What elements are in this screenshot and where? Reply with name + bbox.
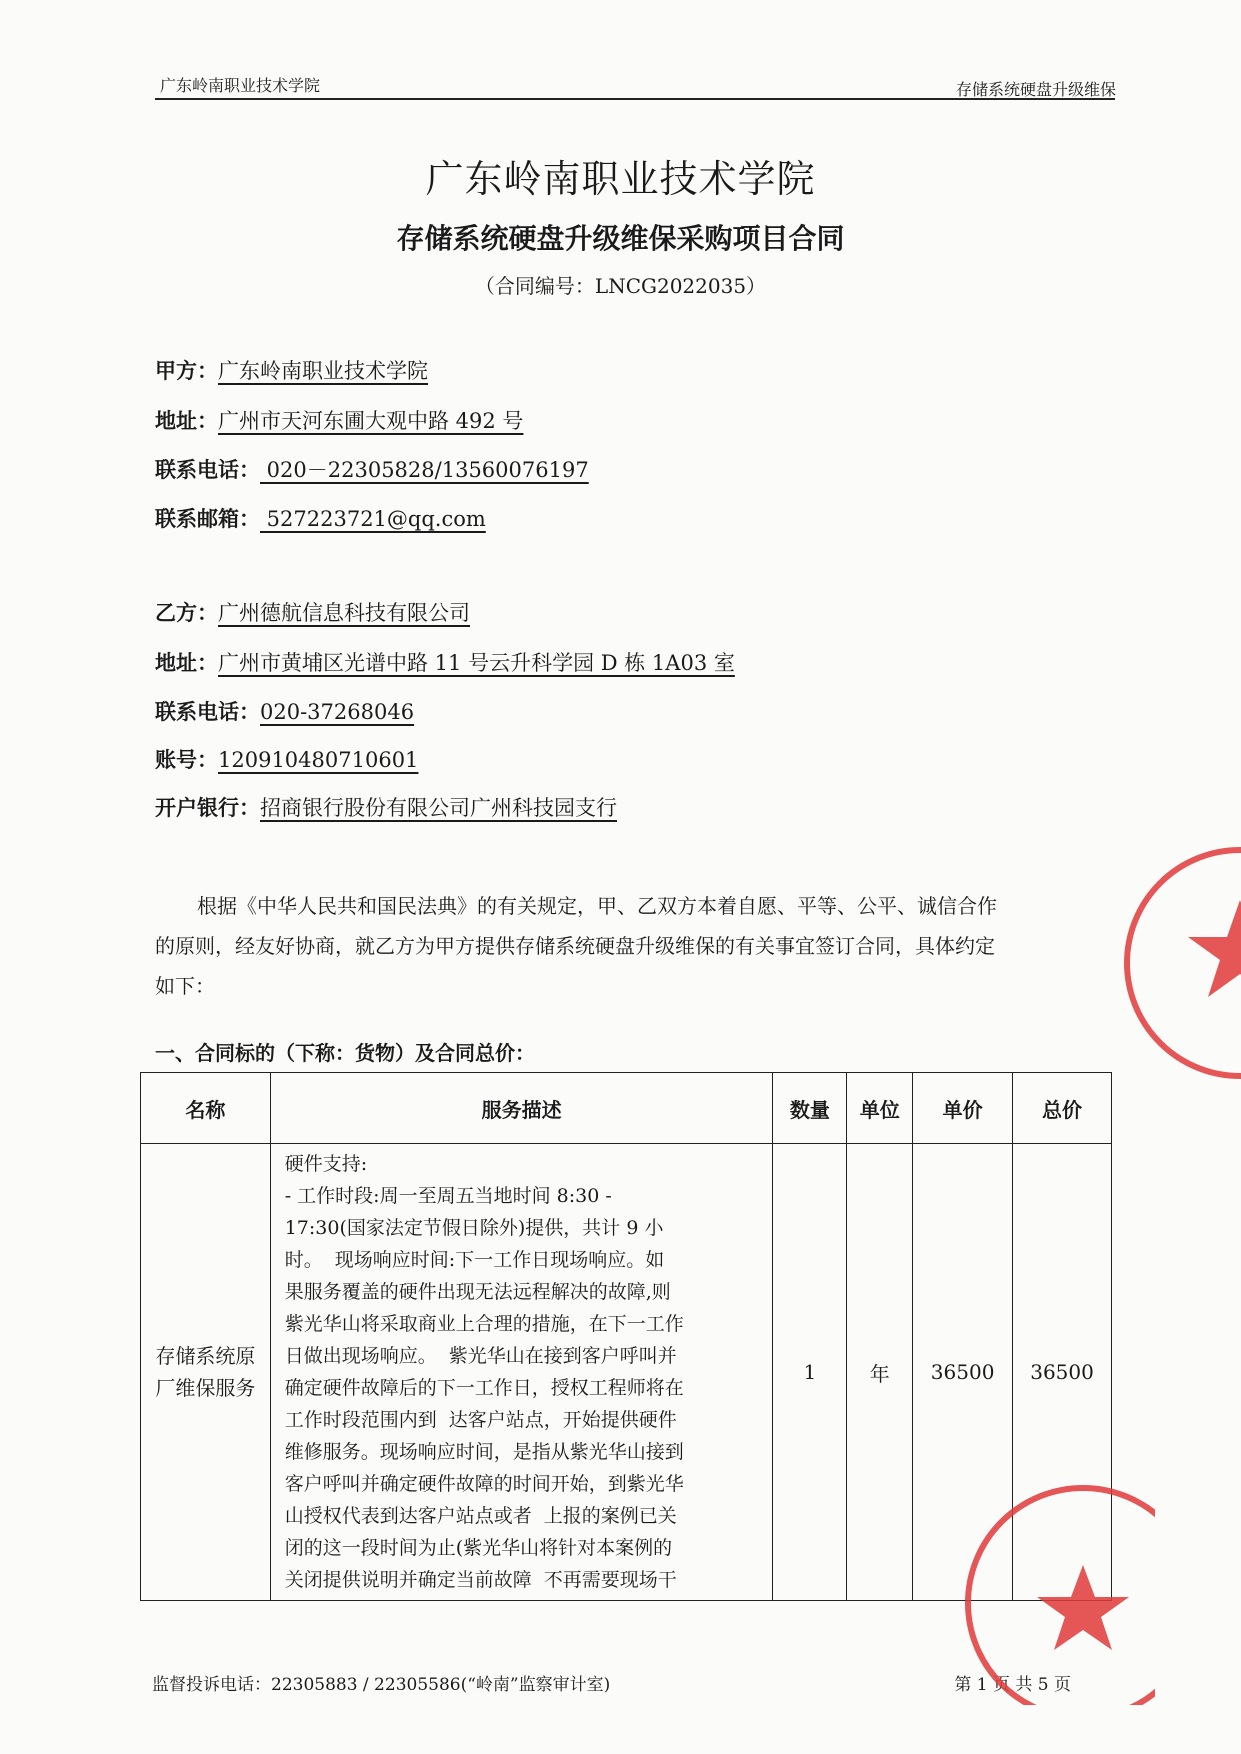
school-seal-star-icon xyxy=(1188,900,1241,997)
running-header-right: 存储系统硬盘升级维保 xyxy=(955,80,1116,99)
party-a-phone-label: 联系电话： xyxy=(155,458,260,482)
party-b-address-label: 地址： xyxy=(155,651,218,675)
description-line: 果服务覆盖的硬件出现无法远程解决的故障,则 xyxy=(284,1281,671,1303)
cell-total: 36500 xyxy=(1013,1144,1112,1601)
party-a-email-line xyxy=(155,503,486,533)
party-a-name: 广东岭南职业技术学院 xyxy=(218,359,428,383)
party-b-bank: 招商银行股份有限公司广州科技园支行 xyxy=(260,796,617,820)
school-seal xyxy=(1090,845,1241,1089)
party-b-account: 120910480710601 xyxy=(218,748,419,772)
description-line: 客户呼叫并确定硬件故障的时间开始，到紫光华 xyxy=(284,1473,684,1495)
footer-complaint-phone: 监督投诉电话：22305883 / 22305586(“岭南”监察审计室) xyxy=(152,1675,611,1695)
cell-unit: 年 xyxy=(847,1144,913,1601)
description-line: 山授权代表到达客户站点或者 上报的案例已关 xyxy=(284,1505,677,1527)
party-b-phone: 020-37268046 xyxy=(260,700,415,724)
section-1-heading: 一、合同标的（下称：货物）及合同总价： xyxy=(155,1041,535,1065)
contract-number: （合同编号：LNCG2022035） xyxy=(474,274,767,298)
party-a-label: 甲方： xyxy=(155,359,218,383)
description-line: 日做出现场响应。 紫光华山在接到客户呼叫并 xyxy=(284,1345,677,1367)
party-a-email: 527223721@qq.com xyxy=(260,507,486,531)
footer-page-number: 第 1 页 共 5 页 xyxy=(954,1675,1071,1695)
cell-qty: 1 xyxy=(773,1144,847,1601)
description-line: 关闭提供说明并确定当前故障 不再需要现场干 xyxy=(284,1569,677,1591)
party-a-phone-line xyxy=(155,454,589,484)
company-seal-star-icon xyxy=(1037,1565,1129,1650)
running-header-left: 广东岭南职业技术学院 xyxy=(160,76,321,95)
description-line: 17:30(国家法定节假日除外)提供，共计 9 小 xyxy=(284,1217,664,1239)
party-a-email-label: 联系邮箱： xyxy=(155,507,260,531)
party-b-name: 广州德航信息科技有限公司 xyxy=(218,601,470,625)
intro-line-1: 根据《中华人民共和国民法典》的有关规定，甲、乙双方本着自愿、平等、公平、诚信合作 xyxy=(197,894,997,918)
service-description xyxy=(285,1148,763,1596)
party-b-phone-label: 联系电话： xyxy=(155,700,260,724)
description-line: 维修服务。现场响应时间，是指从紫光华山接到 xyxy=(284,1441,684,1463)
party-a-phone: 020－22305828/13560076197 xyxy=(260,458,589,482)
school-title: 广东岭南职业技术学院 xyxy=(425,157,816,201)
party-b-bank-label: 开户银行： xyxy=(155,796,260,820)
intro-paragraph xyxy=(155,886,1115,1006)
cell-name: 存储系统原厂维保服务 xyxy=(141,1144,271,1601)
description-line: 时。 现场响应时间:下一工作日现场响应。如 xyxy=(284,1249,665,1271)
party-b-account-label: 账号： xyxy=(155,748,218,772)
contract-title: 存储系统硬盘升级维保采购项目合同 xyxy=(396,222,845,255)
col-header-unit: 单位 xyxy=(847,1073,913,1144)
party-a-address-line xyxy=(155,405,523,435)
description-line: 确定硬件故障后的下一工作日，授权工程师将在 xyxy=(284,1377,684,1399)
party-a-name-line xyxy=(155,355,428,385)
col-header-desc: 服务描述 xyxy=(270,1073,773,1144)
company-seal xyxy=(955,1475,1155,1709)
description-line: 工作时段范围内到 达客户站点，开始提供硬件 xyxy=(284,1409,677,1431)
description-line: 闭的这一段时间为止(紫光华山将针对本案例的 xyxy=(284,1537,673,1559)
cell-desc xyxy=(270,1144,773,1601)
table-header-row xyxy=(141,1073,1112,1144)
description-line: 硬件支持: xyxy=(284,1153,368,1175)
party-b-bank-line xyxy=(155,792,617,822)
intro-line-2: 的原则，经友好协商，就乙方为甲方提供存储系统硬盘升级维保的有关事宜签订合同，具体约定 xyxy=(155,934,995,958)
party-b-name-line xyxy=(155,597,470,627)
cell-price: 36500 xyxy=(913,1144,1013,1601)
party-a-address-label: 地址： xyxy=(155,409,218,433)
col-header-total: 总价 xyxy=(1013,1073,1112,1144)
party-b-address-line xyxy=(155,647,735,677)
party-b-address: 广州市黄埔区光谱中路 11 号云升科学园 D 栋 1A03 室 xyxy=(218,651,735,675)
party-b-phone-line xyxy=(155,696,414,726)
party-a-address: 广州市天河东圃大观中路 492 号 xyxy=(218,409,524,433)
party-b-label: 乙方： xyxy=(155,601,218,625)
description-line: 紫光华山将采取商业上合理的措施，在下一工作 xyxy=(284,1313,684,1335)
col-header-qty: 数量 xyxy=(773,1073,847,1144)
party-b-account-line xyxy=(155,744,418,774)
description-line: - 工作时段:周一至周五当地时间 8:30 - xyxy=(284,1185,612,1207)
intro-line-3: 如下： xyxy=(155,974,215,998)
col-header-price: 单价 xyxy=(913,1073,1013,1144)
col-header-name: 名称 xyxy=(141,1073,271,1144)
header-rule xyxy=(155,98,1115,100)
company-seal-ring xyxy=(968,1488,1155,1705)
